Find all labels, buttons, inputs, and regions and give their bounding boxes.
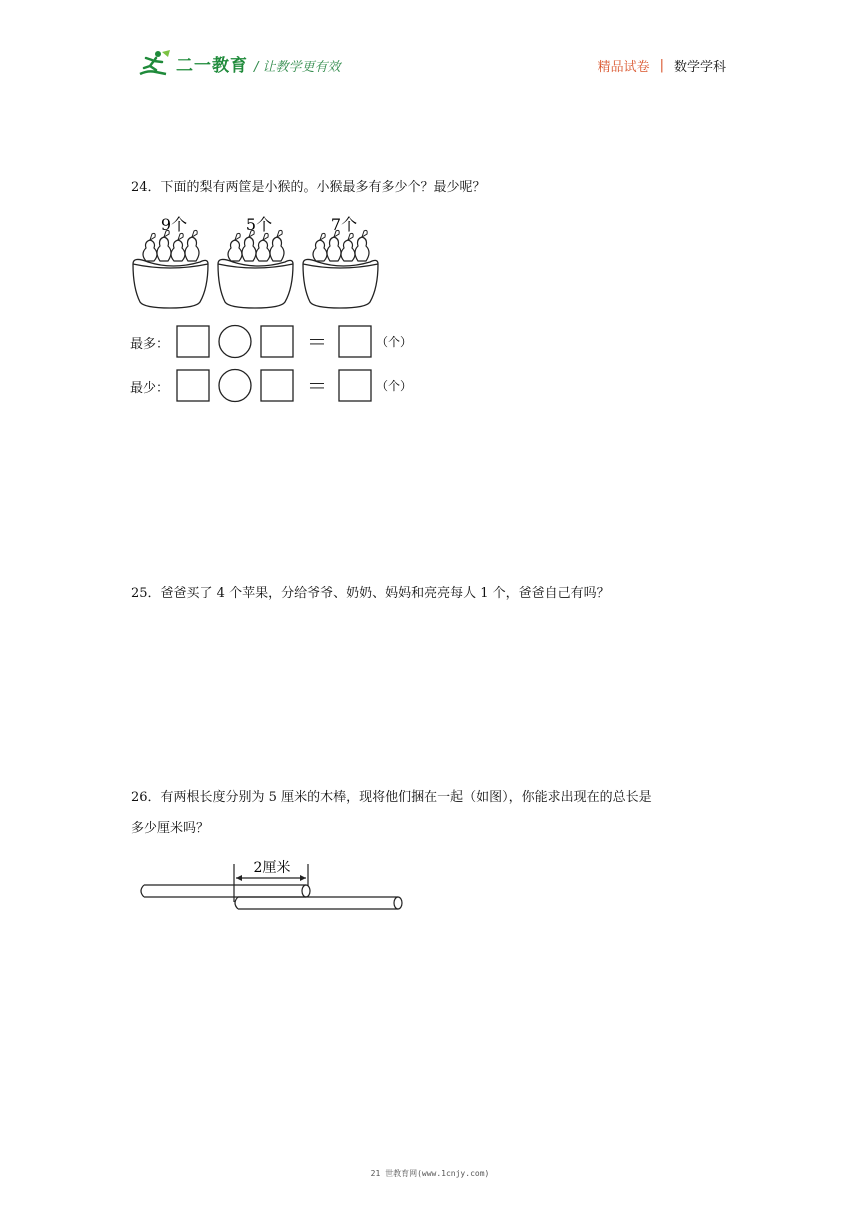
header-separator: | bbox=[659, 58, 664, 73]
basket-3-count: 7个 bbox=[330, 215, 358, 234]
pear-icon bbox=[228, 237, 284, 261]
equals-sign: ＝ bbox=[307, 330, 327, 354]
unit-label: （个） bbox=[376, 335, 413, 349]
pear-baskets-figure bbox=[128, 206, 388, 316]
operator-circle[interactable] bbox=[219, 326, 251, 358]
operator-circle[interactable] bbox=[219, 370, 251, 402]
answer-box[interactable] bbox=[261, 370, 293, 401]
question-26-line-2: 多少厘米吗？ bbox=[131, 821, 210, 836]
question-25-text: 25．爸爸买了 4 个苹果，分给爷爷、奶奶、妈妈和亮亮每人 1 个，爸爸自己有吗？ bbox=[131, 586, 610, 601]
equals-sign: ＝ bbox=[307, 374, 327, 398]
answer-box[interactable] bbox=[177, 326, 209, 357]
brand-logo bbox=[136, 48, 248, 78]
unit-label: （个） bbox=[376, 379, 413, 393]
basket-2-count: 5个 bbox=[245, 215, 273, 234]
header-premium-label: 精品试卷 bbox=[597, 60, 650, 75]
overlap-label: 2厘米 bbox=[253, 860, 291, 876]
answer-box[interactable] bbox=[177, 370, 209, 401]
header-subject bbox=[598, 56, 726, 75]
basket-1 bbox=[133, 215, 208, 308]
header-subject-label: 数学学科 bbox=[673, 60, 726, 75]
stick-1 bbox=[141, 885, 310, 897]
question-24-text: 24．下面的梨有两筐是小猴的。小猴最多有多少个？最少呢？ bbox=[131, 180, 486, 195]
max-equation bbox=[176, 324, 426, 360]
answer-box[interactable] bbox=[339, 326, 371, 357]
stick-2 bbox=[235, 897, 402, 909]
min-label: 最少： bbox=[130, 381, 170, 396]
min-equation bbox=[176, 368, 426, 404]
sticks-figure bbox=[136, 852, 412, 916]
max-label: 最多： bbox=[130, 337, 170, 352]
basket-3 bbox=[303, 215, 378, 308]
question-26-line-1: 26．有两根长度分别为 5 厘米的木棒，现将他们捆在一起（如图），你能求出现在的总长是 bbox=[131, 790, 652, 805]
pear-icon bbox=[143, 237, 199, 261]
runner-logo-icon bbox=[136, 48, 172, 78]
brand-name: 二一教育 bbox=[176, 55, 248, 76]
pear-icon bbox=[313, 237, 369, 261]
page-footer: 21 世教育网(www.1cnjy.com) bbox=[370, 1169, 490, 1178]
basket-2 bbox=[218, 215, 293, 308]
answer-box[interactable] bbox=[339, 370, 371, 401]
brand-slogan: / 让教学更有效 bbox=[254, 60, 341, 75]
basket-1-count: 9个 bbox=[160, 215, 188, 234]
answer-box[interactable] bbox=[261, 326, 293, 357]
